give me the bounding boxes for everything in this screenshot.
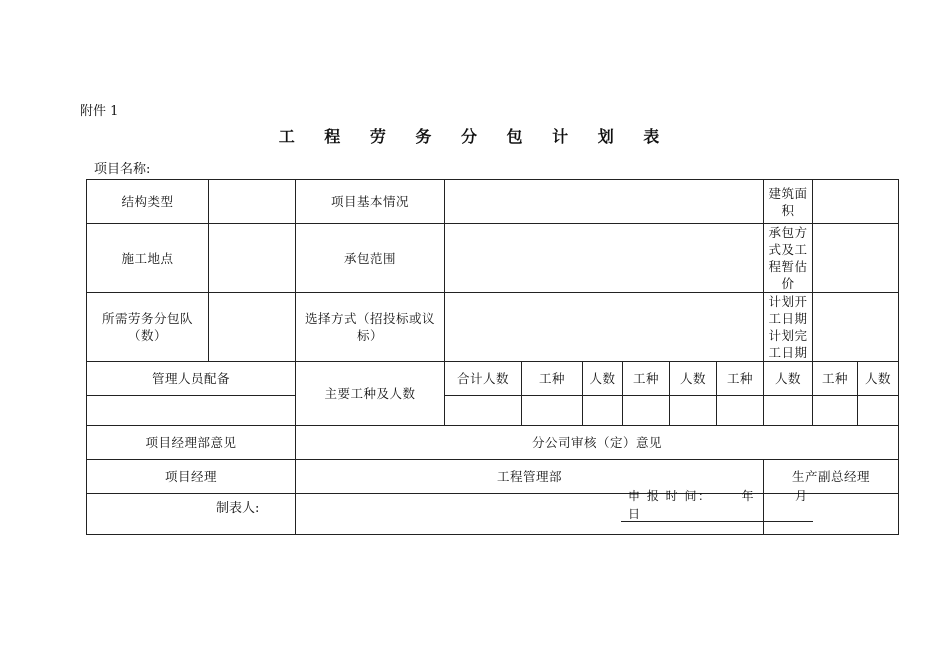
planned-start-label: 计划开工日期 xyxy=(768,294,808,326)
building-area-value[interactable] xyxy=(813,180,899,224)
headcount-header-3: 人数 xyxy=(764,362,813,396)
trade-value-3[interactable] xyxy=(717,396,764,426)
trade-header-4: 工种 xyxy=(813,362,858,396)
contract-scope-value[interactable] xyxy=(445,224,764,293)
site-location-label: 施工地点 xyxy=(87,224,209,293)
attachment-label: 附件 1 xyxy=(80,104,119,119)
headcount-value-4[interactable] xyxy=(858,396,899,426)
trade-header-2: 工种 xyxy=(623,362,670,396)
day-label: 日 xyxy=(628,507,642,521)
project-basic-info-value[interactable] xyxy=(445,180,764,224)
selection-method-label: 选择方式（招投标或议标） xyxy=(296,293,445,362)
project-basic-info-label: 项目基本情况 xyxy=(296,180,445,224)
maker-label: 制表人: xyxy=(216,501,260,516)
planned-end-label: 计划完工日期 xyxy=(768,328,808,360)
headcount-value-1[interactable] xyxy=(583,396,623,426)
selection-method-value[interactable] xyxy=(445,293,764,362)
headcount-header-2: 人数 xyxy=(670,362,717,396)
trade-header-1: 工种 xyxy=(522,362,583,396)
total-headcount-label: 合计人数 xyxy=(445,362,522,396)
contract-method-price-label: 承包方式及工程暂估价 xyxy=(764,224,813,293)
headcount-value-2[interactable] xyxy=(670,396,717,426)
project-name-label: 项目名称: xyxy=(94,162,151,177)
headcount-value-3[interactable] xyxy=(764,396,813,426)
manager-staffing-value[interactable] xyxy=(87,396,296,426)
planned-dates-value[interactable] xyxy=(813,293,899,362)
labor-subcontract-plan-table xyxy=(86,179,899,535)
apply-time-underline xyxy=(621,521,813,522)
main-trades-headcount-label: 主要工种及人数 xyxy=(296,362,445,426)
planned-dates-label xyxy=(764,293,813,362)
engineering-dept-label: 工程管理部 xyxy=(296,460,764,494)
trade-value-1[interactable] xyxy=(522,396,583,426)
form-title: 工 程 劳 务 分 包 计 划 表 xyxy=(278,127,672,146)
deputy-gm-production-label: 生产副总经理 xyxy=(764,460,899,494)
month-label: 月 xyxy=(794,489,809,503)
apply-time-label: 申 报 时 间： xyxy=(628,489,712,503)
apply-time xyxy=(628,487,812,523)
project-manager-signature[interactable] xyxy=(87,494,296,535)
required-teams-value[interactable] xyxy=(209,293,296,362)
trade-value-2[interactable] xyxy=(623,396,670,426)
site-location-value[interactable] xyxy=(209,224,296,293)
trade-header-3: 工种 xyxy=(717,362,764,396)
building-area-label: 建筑面积 xyxy=(764,180,813,224)
contract-method-price-value[interactable] xyxy=(813,224,899,293)
manager-staffing-label: 管理人员配备 xyxy=(87,362,296,396)
trade-value-4[interactable] xyxy=(813,396,858,426)
structure-type-value[interactable] xyxy=(209,180,296,224)
headcount-header-4: 人数 xyxy=(858,362,899,396)
required-teams-label: 所需劳务分包队（数） xyxy=(87,293,209,362)
structure-type-label: 结构类型 xyxy=(87,180,209,224)
project-manager-label: 项目经理 xyxy=(87,460,296,494)
project-dept-opinion-label: 项目经理部意见 xyxy=(87,426,296,460)
contract-scope-label: 承包范围 xyxy=(296,224,445,293)
total-headcount-value[interactable] xyxy=(445,396,522,426)
year-label: 年 xyxy=(741,489,755,503)
branch-review-label: 分公司审核（定）意见 xyxy=(296,426,899,460)
headcount-header-1: 人数 xyxy=(583,362,623,396)
